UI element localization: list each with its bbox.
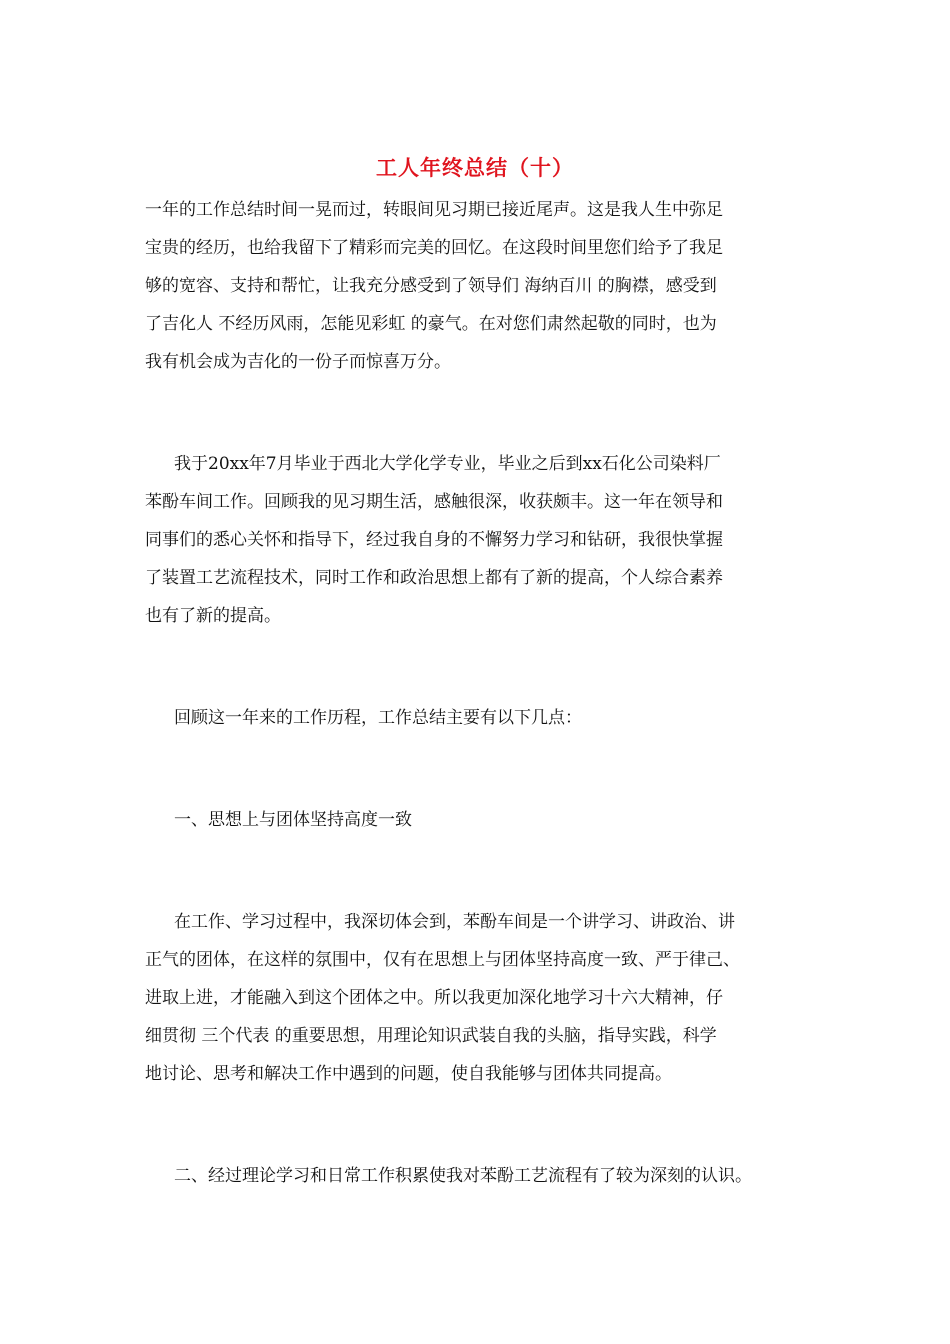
paragraph-line: 一年的工作总结时间一晃而过，转眼间见习期已接近尾声。这是我人生中弥足 (145, 200, 723, 220)
paragraph-line: 够的宽容、支持和帮忙，让我充分感受到了领导们 海纳百川 的胸襟，感受到 (145, 276, 717, 296)
paragraph-line: 正气的团体，在这样的氛围中，仅有在思想上与团体坚持高度一致、严于律己、 (145, 950, 740, 970)
paragraph-line: 也有了新的提高。 (145, 606, 281, 626)
paragraph-line: 同事们的悉心关怀和指导下，经过我自身的不懈努力学习和钻研，我很快掌握 (145, 530, 723, 550)
paragraph-line: 进取上进，才能融入到这个团体之中。所以我更加深化地学习十六大精神，仔 (145, 988, 723, 1008)
paragraph-line: 我有机会成为吉化的一份子而惊喜万分。 (145, 352, 451, 372)
paragraph-line: 在工作、学习过程中，我深切体会到，苯酚车间是一个讲学习、讲政治、讲 (174, 912, 735, 932)
paragraph-line: 回顾这一年来的工作历程，工作总结主要有以下几点： (174, 708, 582, 728)
paragraph-line: 细贯彻 三个代表 的重要思想，用理论知识武装自我的头脑，指导实践，科学 (145, 1026, 717, 1046)
section-heading: 一、思想上与团体坚持高度一致 (174, 810, 412, 830)
paragraph-line: 地讨论、思考和解决工作中遇到的问题，使自我能够与团体共同提高。 (145, 1064, 672, 1084)
paragraph-line: 了装置工艺流程技术，同时工作和政治思想上都有了新的提高，个人综合素养 (145, 568, 723, 588)
paragraph-line: 宝贵的经历，也给我留下了精彩而完美的回忆。在这段时间里您们给予了我足 (145, 238, 723, 258)
paragraph-line: 了吉化人 不经历风雨，怎能见彩虹 的豪气。在对您们肃然起敬的同时，也为 (145, 314, 717, 334)
paragraph-line: 苯酚车间工作。回顾我的见习期生活，感触很深，收获颇丰。这一年在领导和 (145, 492, 723, 512)
paragraph-line: 我于20xx年7月毕业于西北大学化学专业，毕业之后到xx石化公司染料厂 (174, 454, 721, 474)
document-title: 工人年终总结（十） (376, 155, 574, 180)
section-heading: 二、经过理论学习和日常工作积累使我对苯酚工艺流程有了较为深刻的认识。 (174, 1166, 752, 1186)
